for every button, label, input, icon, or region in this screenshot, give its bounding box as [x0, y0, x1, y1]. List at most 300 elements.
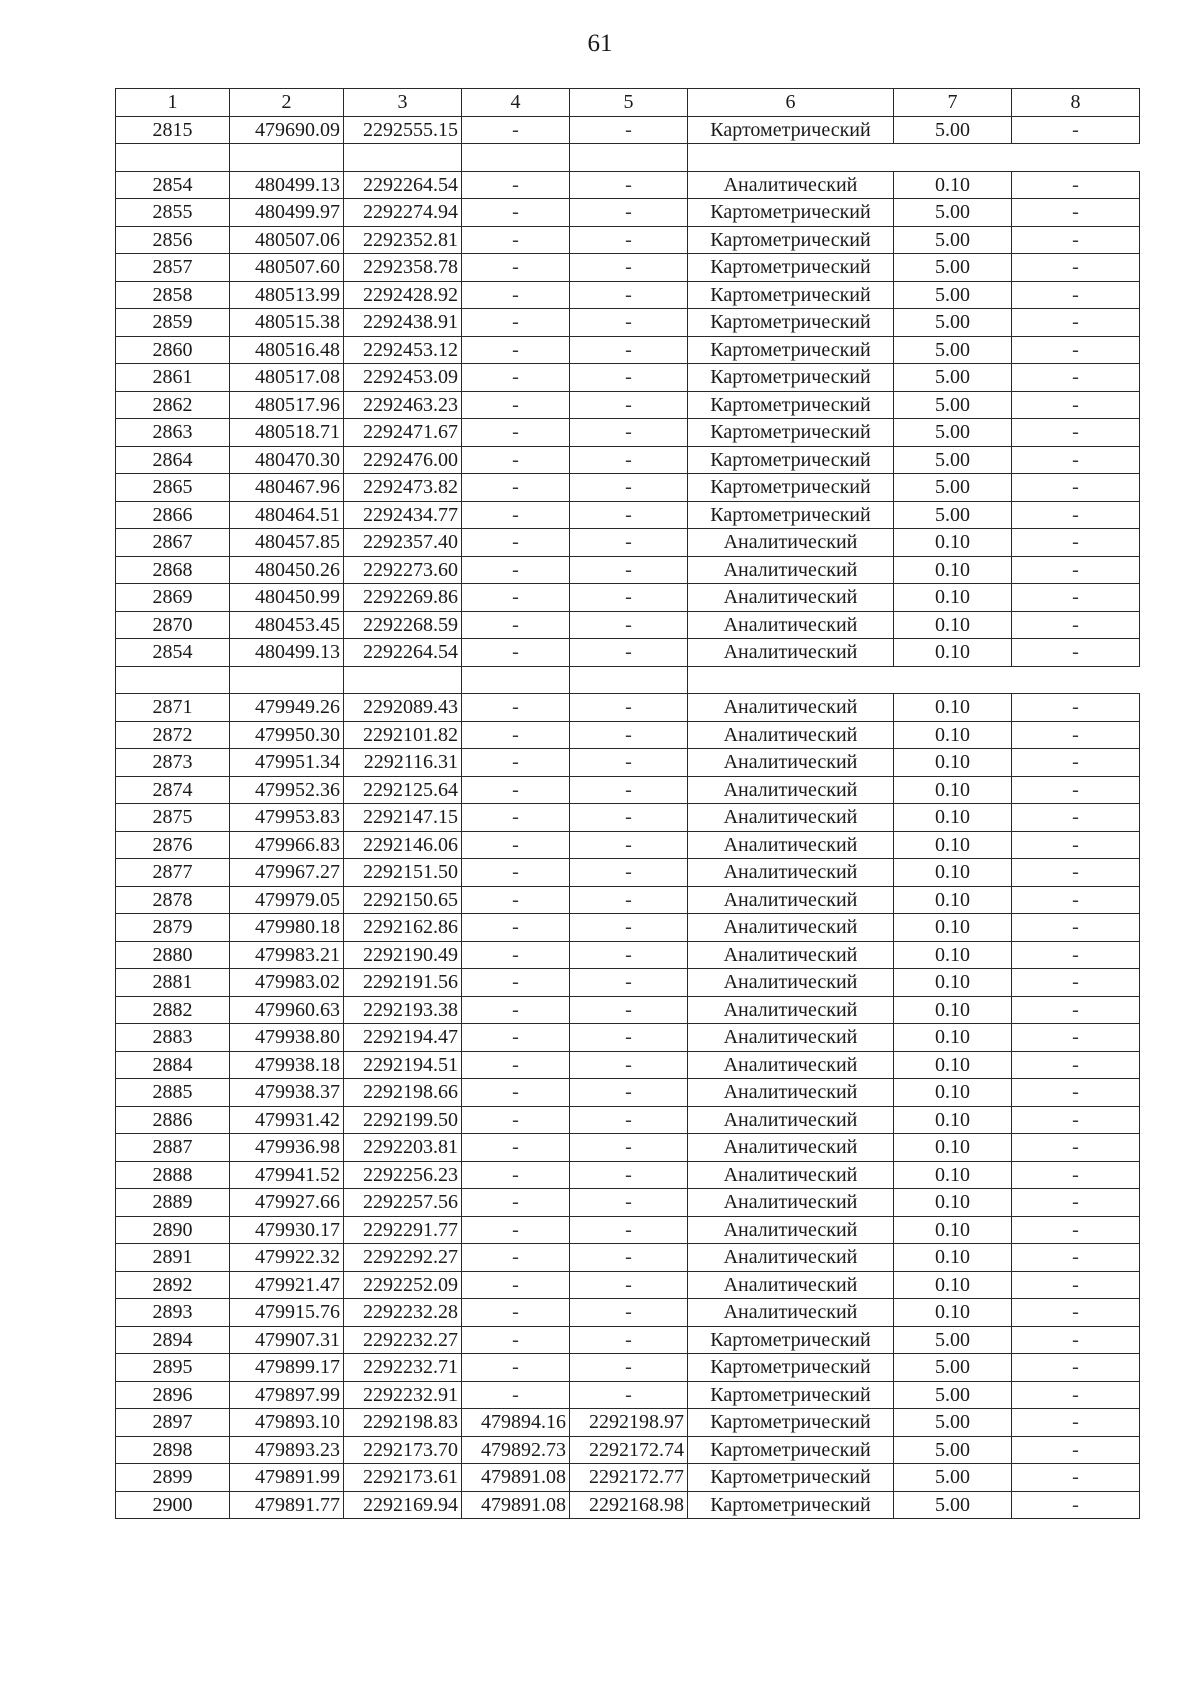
table-cell-col6: Аналитический	[688, 914, 894, 942]
table-cell-col7: 0.10	[894, 804, 1012, 832]
table-cell-col2: 480450.99	[230, 584, 344, 612]
table-cell-col3: 2292169.94	[344, 1491, 462, 1519]
table-cell-col7: 5.00	[894, 391, 1012, 419]
table-cell-col3: 2292173.61	[344, 1464, 462, 1492]
table-cell-col6: Картометрический	[688, 391, 894, 419]
table-cell-col7: 0.10	[894, 1134, 1012, 1162]
table-cell-col5: 2292172.77	[570, 1464, 688, 1492]
table-cell-col7: 5.00	[894, 1436, 1012, 1464]
table-cell-col4: -	[462, 1326, 570, 1354]
empty-cell	[116, 666, 230, 694]
table-cell-col2: 480457.85	[230, 529, 344, 557]
table-cell-col7: 0.10	[894, 584, 1012, 612]
table-row	[116, 474, 1140, 502]
table-cell-col3: 2292463.23	[344, 391, 462, 419]
table-row	[116, 1409, 1140, 1437]
empty-cell	[344, 666, 462, 694]
table-cell-col7: 0.10	[894, 1051, 1012, 1079]
table-cell-col5: -	[570, 336, 688, 364]
table-cell-col3: 2292555.15	[344, 116, 462, 144]
table-cell-col7: 0.10	[894, 941, 1012, 969]
table-cell-col7: 5.00	[894, 226, 1012, 254]
table-cell-col8: -	[1012, 1409, 1140, 1437]
table-cell-col8: -	[1012, 1161, 1140, 1189]
table-cell-col4: -	[462, 281, 570, 309]
table-cell-col1: 2863	[116, 419, 230, 447]
table-cell-col4: -	[462, 474, 570, 502]
table-cell-col1: 2891	[116, 1244, 230, 1272]
table-cell-col8: -	[1012, 254, 1140, 282]
table-row	[116, 639, 1140, 667]
table-cell-col2: 480516.48	[230, 336, 344, 364]
table-cell-col2: 479960.63	[230, 996, 344, 1024]
table-cell-col4: -	[462, 749, 570, 777]
table-cell-col4: -	[462, 886, 570, 914]
table-cell-col4: -	[462, 446, 570, 474]
table-cell-col3: 2292150.65	[344, 886, 462, 914]
table-cell-col7: 5.00	[894, 474, 1012, 502]
table-cell-col6: Картометрический	[688, 281, 894, 309]
table-cell-col1: 2883	[116, 1024, 230, 1052]
table-cell-col2: 480464.51	[230, 501, 344, 529]
table-cell-col5: -	[570, 776, 688, 804]
table-cell-col3: 2292101.82	[344, 721, 462, 749]
table-cell-col1: 2868	[116, 556, 230, 584]
separator-row	[116, 144, 1140, 172]
table-cell-col6: Аналитический	[688, 611, 894, 639]
table-cell-col8: -	[1012, 199, 1140, 227]
table-cell-col3: 2292257.56	[344, 1189, 462, 1217]
table-cell-col4: -	[462, 309, 570, 337]
table-cell-col1: 2882	[116, 996, 230, 1024]
table-cell-col1: 2875	[116, 804, 230, 832]
table-cell-col6: Аналитический	[688, 694, 894, 722]
table-cell-col1: 2889	[116, 1189, 230, 1217]
table-cell-col8: -	[1012, 969, 1140, 997]
table-cell-col1: 2859	[116, 309, 230, 337]
table-cell-col2: 479983.21	[230, 941, 344, 969]
table-cell-col3: 2292125.64	[344, 776, 462, 804]
table-row	[116, 776, 1140, 804]
table-cell-col2: 479967.27	[230, 859, 344, 887]
table-cell-col3: 2292473.82	[344, 474, 462, 502]
table-cell-col4: -	[462, 1299, 570, 1327]
table-cell-col2: 479941.52	[230, 1161, 344, 1189]
table-cell-col5: -	[570, 116, 688, 144]
table-row	[116, 1244, 1140, 1272]
table-cell-col3: 2292476.00	[344, 446, 462, 474]
table-cell-col4: -	[462, 1354, 570, 1382]
table-cell-col5: 2292172.74	[570, 1436, 688, 1464]
table-cell-col5: -	[570, 309, 688, 337]
table-row	[116, 281, 1140, 309]
table-cell-col4: -	[462, 254, 570, 282]
table-row	[116, 1189, 1140, 1217]
table-row	[116, 914, 1140, 942]
table-row	[116, 1024, 1140, 1052]
table-cell-col3: 2292199.50	[344, 1106, 462, 1134]
table-cell-col6: Аналитический	[688, 1051, 894, 1079]
table-row	[116, 1134, 1140, 1162]
table-row	[116, 199, 1140, 227]
table-cell-col4: -	[462, 969, 570, 997]
table-cell-col5: -	[570, 391, 688, 419]
table-cell-col7: 0.10	[894, 1299, 1012, 1327]
table-cell-col7: 5.00	[894, 1491, 1012, 1519]
table-row	[116, 831, 1140, 859]
table-row	[116, 171, 1140, 199]
table-cell-col6: Аналитический	[688, 776, 894, 804]
table-cell-col1: 2899	[116, 1464, 230, 1492]
table-cell-col3: 2292147.15	[344, 804, 462, 832]
table-cell-col8: -	[1012, 1464, 1140, 1492]
table-cell-col5: -	[570, 419, 688, 447]
table-cell-col1: 2900	[116, 1491, 230, 1519]
table-cell-col5: -	[570, 1051, 688, 1079]
table-cell-col1: 2858	[116, 281, 230, 309]
table-row	[116, 1271, 1140, 1299]
table-cell-col3: 2292173.70	[344, 1436, 462, 1464]
table-cell-col7: 5.00	[894, 281, 1012, 309]
table-cell-col5: -	[570, 446, 688, 474]
table-cell-col8: -	[1012, 804, 1140, 832]
table-cell-col3: 2292232.27	[344, 1326, 462, 1354]
table-cell-col1: 2896	[116, 1381, 230, 1409]
table-cell-col7: 0.10	[894, 1079, 1012, 1107]
table-row	[116, 749, 1140, 777]
table-cell-col6: Картометрический	[688, 446, 894, 474]
table-cell-col4: -	[462, 804, 570, 832]
table-cell-col3: 2292453.09	[344, 364, 462, 392]
table-cell-col2: 480517.96	[230, 391, 344, 419]
table-cell-col4: -	[462, 639, 570, 667]
table-cell-col5: -	[570, 364, 688, 392]
table-cell-col8: -	[1012, 1299, 1140, 1327]
table-cell-col2: 480467.96	[230, 474, 344, 502]
table-cell-col5: -	[570, 474, 688, 502]
table-cell-col4: -	[462, 501, 570, 529]
table-cell-col1: 2884	[116, 1051, 230, 1079]
table-cell-col2: 479938.80	[230, 1024, 344, 1052]
table-cell-col3: 2292193.38	[344, 996, 462, 1024]
table-cell-col3: 2292256.23	[344, 1161, 462, 1189]
table-cell-col8: -	[1012, 721, 1140, 749]
table-cell-col2: 479938.37	[230, 1079, 344, 1107]
table-cell-col6: Картометрический	[688, 199, 894, 227]
table-cell-col8: -	[1012, 1134, 1140, 1162]
table-cell-col7: 5.00	[894, 446, 1012, 474]
table-cell-col5: -	[570, 1079, 688, 1107]
table-row	[116, 336, 1140, 364]
empty-cell	[230, 666, 344, 694]
table-cell-col7: 5.00	[894, 1326, 1012, 1354]
table-cell-col8: -	[1012, 584, 1140, 612]
empty-cell	[570, 144, 688, 172]
table-cell-col1: 2865	[116, 474, 230, 502]
table-cell-col1: 2885	[116, 1079, 230, 1107]
table-cell-col2: 479899.17	[230, 1354, 344, 1382]
table-row	[116, 446, 1140, 474]
table-cell-col2: 480513.99	[230, 281, 344, 309]
table-cell-col6: Картометрический	[688, 419, 894, 447]
table-row	[116, 1106, 1140, 1134]
header-cell: 8	[1012, 89, 1140, 117]
table-cell-col6: Аналитический	[688, 721, 894, 749]
table-cell-col1: 2862	[116, 391, 230, 419]
table-cell-col8: -	[1012, 1271, 1140, 1299]
table-cell-col4: -	[462, 611, 570, 639]
header-cell: 2	[230, 89, 344, 117]
table-cell-col5: -	[570, 1326, 688, 1354]
table-cell-col2: 479893.23	[230, 1436, 344, 1464]
table-cell-col5: -	[570, 1024, 688, 1052]
table-cell-col2: 479952.36	[230, 776, 344, 804]
table-cell-col6: Аналитический	[688, 171, 894, 199]
table-cell-col6: Картометрический	[688, 1354, 894, 1382]
table-cell-col6: Картометрический	[688, 1436, 894, 1464]
table-cell-col3: 2292453.12	[344, 336, 462, 364]
table-cell-col1: 2887	[116, 1134, 230, 1162]
table-cell-col1: 2876	[116, 831, 230, 859]
table-row	[116, 529, 1140, 557]
table-cell-col4: 479891.08	[462, 1464, 570, 1492]
table-cell-col6: Аналитический	[688, 1079, 894, 1107]
table-row	[116, 254, 1140, 282]
table-cell-col5: 2292198.97	[570, 1409, 688, 1437]
table-cell-col6: Аналитический	[688, 1134, 894, 1162]
table-cell-col3: 2292269.86	[344, 584, 462, 612]
table-cell-col3: 2292194.51	[344, 1051, 462, 1079]
table-cell-col1: 2871	[116, 694, 230, 722]
table-cell-col5: -	[570, 171, 688, 199]
table-cell-col4: -	[462, 391, 570, 419]
table-cell-col7: 0.10	[894, 694, 1012, 722]
table-cell-col5: 2292168.98	[570, 1491, 688, 1519]
empty-cell	[688, 666, 1140, 694]
table-cell-col8: -	[1012, 309, 1140, 337]
table-row	[116, 309, 1140, 337]
header-cell: 4	[462, 89, 570, 117]
table-cell-col4: -	[462, 364, 570, 392]
table-cell-col7: 0.10	[894, 749, 1012, 777]
table-cell-col7: 0.10	[894, 611, 1012, 639]
table-cell-col1: 2855	[116, 199, 230, 227]
table-row	[116, 694, 1140, 722]
table-cell-col2: 479891.77	[230, 1491, 344, 1519]
table-cell-col7: 0.10	[894, 556, 1012, 584]
table-cell-col5: -	[570, 226, 688, 254]
table-cell-col7: 5.00	[894, 501, 1012, 529]
table-row	[116, 611, 1140, 639]
table-cell-col2: 479936.98	[230, 1134, 344, 1162]
table-cell-col6: Картометрический	[688, 1464, 894, 1492]
table-cell-col6: Картометрический	[688, 309, 894, 337]
table-cell-col5: -	[570, 914, 688, 942]
table-cell-col6: Аналитический	[688, 996, 894, 1024]
table-cell-col3: 2292252.09	[344, 1271, 462, 1299]
table-cell-col1: 2877	[116, 859, 230, 887]
table-cell-col1: 2886	[116, 1106, 230, 1134]
table-cell-col3: 2292146.06	[344, 831, 462, 859]
table-cell-col1: 2893	[116, 1299, 230, 1327]
table-cell-col3: 2292203.81	[344, 1134, 462, 1162]
table-cell-col6: Аналитический	[688, 1244, 894, 1272]
table-row	[116, 1326, 1140, 1354]
table-cell-col6: Картометрический	[688, 1409, 894, 1437]
table-cell-col8: -	[1012, 1244, 1140, 1272]
table-cell-col8: -	[1012, 611, 1140, 639]
table-cell-col5: -	[570, 721, 688, 749]
table-cell-col2: 480499.13	[230, 171, 344, 199]
table-cell-col2: 479893.10	[230, 1409, 344, 1437]
table-cell-col7: 0.10	[894, 171, 1012, 199]
table-cell-col7: 0.10	[894, 996, 1012, 1024]
table-cell-col4: 479892.73	[462, 1436, 570, 1464]
table-cell-col5: -	[570, 969, 688, 997]
table-cell-col8: -	[1012, 831, 1140, 859]
table-cell-col7: 0.10	[894, 529, 1012, 557]
header-cell: 5	[570, 89, 688, 117]
table-cell-col8: -	[1012, 1051, 1140, 1079]
table-cell-col1: 2873	[116, 749, 230, 777]
table-cell-col8: -	[1012, 226, 1140, 254]
table-cell-col4: -	[462, 831, 570, 859]
table-row	[116, 886, 1140, 914]
table-row	[116, 1079, 1140, 1107]
table-cell-col3: 2292438.91	[344, 309, 462, 337]
table-cell-col6: Аналитический	[688, 1161, 894, 1189]
table-cell-col4: -	[462, 171, 570, 199]
table-cell-col3: 2292352.81	[344, 226, 462, 254]
table-cell-col2: 479950.30	[230, 721, 344, 749]
table-cell-col5: -	[570, 1271, 688, 1299]
table-cell-col2: 479938.18	[230, 1051, 344, 1079]
table-cell-col6: Аналитический	[688, 969, 894, 997]
table-cell-col4: -	[462, 914, 570, 942]
table-cell-col4: -	[462, 1079, 570, 1107]
table-cell-col7: 0.10	[894, 1106, 1012, 1134]
table-cell-col2: 480515.38	[230, 309, 344, 337]
table-cell-col7: 0.10	[894, 969, 1012, 997]
table-cell-col6: Аналитический	[688, 639, 894, 667]
table-cell-col7: 5.00	[894, 364, 1012, 392]
table-cell-col6: Картометрический	[688, 254, 894, 282]
table-row	[116, 1051, 1140, 1079]
header-cell: 1	[116, 89, 230, 117]
table-cell-col2: 479951.34	[230, 749, 344, 777]
table-cell-col8: -	[1012, 859, 1140, 887]
table-cell-col6: Аналитический	[688, 1106, 894, 1134]
table-cell-col2: 479897.99	[230, 1381, 344, 1409]
table-cell-col6: Картометрический	[688, 474, 894, 502]
table-cell-col8: -	[1012, 1079, 1140, 1107]
table-cell-col2: 479927.66	[230, 1189, 344, 1217]
table-cell-col4: -	[462, 116, 570, 144]
table-row	[116, 1436, 1140, 1464]
table-row	[116, 721, 1140, 749]
table-cell-col7: 5.00	[894, 254, 1012, 282]
table-cell-col6: Аналитический	[688, 529, 894, 557]
table-cell-col2: 480499.13	[230, 639, 344, 667]
table-cell-col5: -	[570, 996, 688, 1024]
table-row	[116, 584, 1140, 612]
table-cell-col6: Картометрический	[688, 1491, 894, 1519]
table-row	[116, 1491, 1140, 1519]
table-cell-col6: Аналитический	[688, 859, 894, 887]
table-cell-col1: 2890	[116, 1216, 230, 1244]
table-cell-col8: -	[1012, 336, 1140, 364]
table-cell-col8: -	[1012, 1216, 1140, 1244]
header-cell: 3	[344, 89, 462, 117]
table-cell-col6: Аналитический	[688, 556, 894, 584]
empty-cell	[230, 144, 344, 172]
table-cell-col4: -	[462, 1244, 570, 1272]
empty-cell	[688, 144, 1140, 172]
table-cell-col1: 2872	[116, 721, 230, 749]
table-cell-col3: 2292268.59	[344, 611, 462, 639]
table-cell-col2: 479931.42	[230, 1106, 344, 1134]
table-cell-col1: 2866	[116, 501, 230, 529]
table-cell-col2: 480517.08	[230, 364, 344, 392]
separator-row	[116, 666, 1140, 694]
table-cell-col8: -	[1012, 914, 1140, 942]
table-cell-col1: 2861	[116, 364, 230, 392]
table-cell-col7: 5.00	[894, 336, 1012, 364]
table-cell-col8: -	[1012, 474, 1140, 502]
table-cell-col7: 5.00	[894, 1409, 1012, 1437]
table-cell-col4: -	[462, 941, 570, 969]
table-cell-col3: 2292471.67	[344, 419, 462, 447]
table-cell-col4: -	[462, 1189, 570, 1217]
table-row	[116, 996, 1140, 1024]
table-cell-col3: 2292357.40	[344, 529, 462, 557]
table-cell-col8: -	[1012, 1024, 1140, 1052]
table-cell-col2: 479949.26	[230, 694, 344, 722]
table-cell-col8: -	[1012, 501, 1140, 529]
table-cell-col3: 2292232.71	[344, 1354, 462, 1382]
table-cell-col1: 2870	[116, 611, 230, 639]
table-cell-col3: 2292292.27	[344, 1244, 462, 1272]
table-cell-col7: 0.10	[894, 831, 1012, 859]
table-cell-col1: 2867	[116, 529, 230, 557]
table-cell-col7: 0.10	[894, 914, 1012, 942]
table-cell-col5: -	[570, 886, 688, 914]
table-cell-col5: -	[570, 749, 688, 777]
table-cell-col7: 0.10	[894, 776, 1012, 804]
table-row	[116, 501, 1140, 529]
table-cell-col2: 480499.97	[230, 199, 344, 227]
table-cell-col4: 479891.08	[462, 1491, 570, 1519]
table-cell-col6: Картометрический	[688, 1326, 894, 1354]
table-row	[116, 1464, 1140, 1492]
table-cell-col5: -	[570, 941, 688, 969]
table-cell-col6: Аналитический	[688, 1024, 894, 1052]
table-cell-col8: -	[1012, 941, 1140, 969]
table-cell-col6: Аналитический	[688, 1271, 894, 1299]
table-cell-col7: 0.10	[894, 859, 1012, 887]
table-cell-col8: -	[1012, 1354, 1140, 1382]
table-cell-col2: 479980.18	[230, 914, 344, 942]
table-cell-col6: Аналитический	[688, 1299, 894, 1327]
table-cell-col1: 2880	[116, 941, 230, 969]
table-cell-col1: 2898	[116, 1436, 230, 1464]
table-cell-col6: Аналитический	[688, 941, 894, 969]
table-cell-col3: 2292198.66	[344, 1079, 462, 1107]
table-cell-col8: -	[1012, 364, 1140, 392]
table-cell-col6: Аналитический	[688, 831, 894, 859]
table-cell-col5: -	[570, 831, 688, 859]
table-cell-col2: 480453.45	[230, 611, 344, 639]
